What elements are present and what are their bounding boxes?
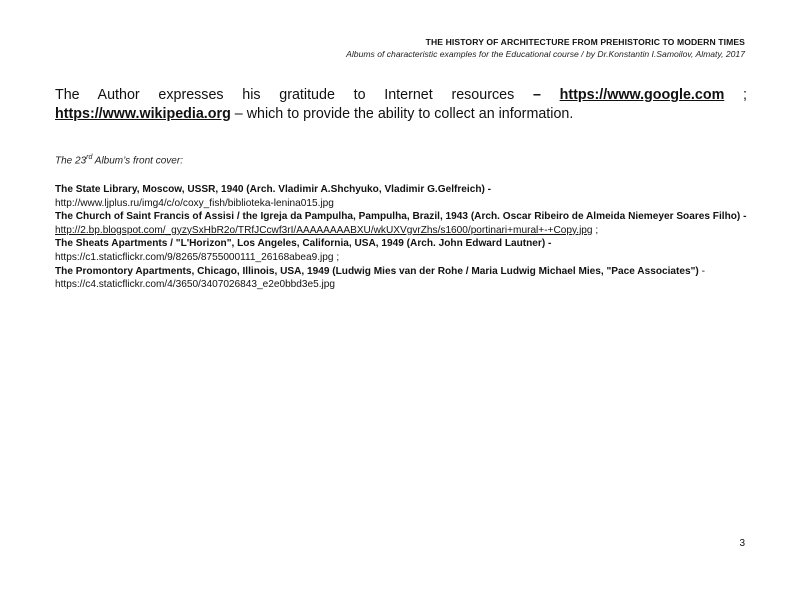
entry-after: ; <box>333 251 340 263</box>
cover-label-sup: rd <box>86 154 93 161</box>
entry-url[interactable]: - https://c4.staticflickr.com/4/3650/3407026843_e2e0bbd3e5.jpg <box>55 265 705 291</box>
entry-promontory-apartments <box>55 265 747 292</box>
wikipedia-link[interactable]: https://www.wikipedia.org <box>55 106 231 122</box>
entry-state-library <box>55 183 747 210</box>
google-link[interactable]: https://www.google.com <box>559 87 725 103</box>
front-cover-label <box>55 154 183 166</box>
cover-label-suffix: Album’s front cover: <box>92 155 183 167</box>
header-subtitle: Albums of characteristic examples for the Educational course / by Dr.Konstantin I.Samoilov, Almaty, 2017 <box>346 49 745 59</box>
cover-entries <box>55 183 747 292</box>
page-number: 3 <box>739 538 745 549</box>
gratitude-separator: ; <box>724 87 747 103</box>
entry-url[interactable]: https://c1.staticflickr.com/9/8265/8755000111_26168abea9.jpg <box>55 251 334 263</box>
gratitude-intro: The Author expresses his gratitude to Internet resources <box>55 87 533 103</box>
entry-url[interactable]: http://www.ljplus.ru/img4/c/o/coxy_fish/biblioteka-lenina015.jpg <box>55 197 334 209</box>
gratitude-paragraph <box>55 86 747 124</box>
entry-title: The Church of Saint Francis of Assisi / the Igreja da Pampulha, Pampulha, Brazil, 1943 (Arch. Oscar Ribeiro de Almeida Niemeyer Soares Filho) - <box>55 211 747 223</box>
cover-label-prefix: The 23 <box>55 155 87 167</box>
header-title: THE HISTORY OF ARCHITECTURE FROM PREHISTORIC TO MODERN TIMES <box>425 37 745 47</box>
entry-title: The Sheats Apartments / "L'Horizon", Los Angeles, California, USA, 1949 (Arch. John Edward Lautner) - <box>55 238 552 250</box>
entry-church-saint-francis <box>55 210 747 237</box>
gratitude-outro: – which to provide the ability to collect an information. <box>230 106 574 122</box>
entry-url[interactable]: http://2.bp.blogspot.com/_gyzySxHbR2o/TRfJCcwf3rI/AAAAAAAABXU/wkUXVgvrZhs/s1600/portinari+mural+-+Copy.jpg <box>55 224 593 236</box>
entry-after: ; <box>592 224 599 236</box>
page-header <box>346 36 745 60</box>
entry-title: The State Library, Moscow, USSR, 1940 (Arch. Vladimir A.Shchyuko, Vladimir G.Gelfreich) - <box>55 184 492 195</box>
entry-sheats-apartments <box>55 237 747 264</box>
gratitude-dash: – <box>532 87 541 103</box>
entry-title: The Promontory Apartments, Chicago, Illinois, USA, 1949 (Ludwig Mies van der Rohe / Maria Ludwig Michael Mies, "Pace Associates") <box>55 265 699 277</box>
